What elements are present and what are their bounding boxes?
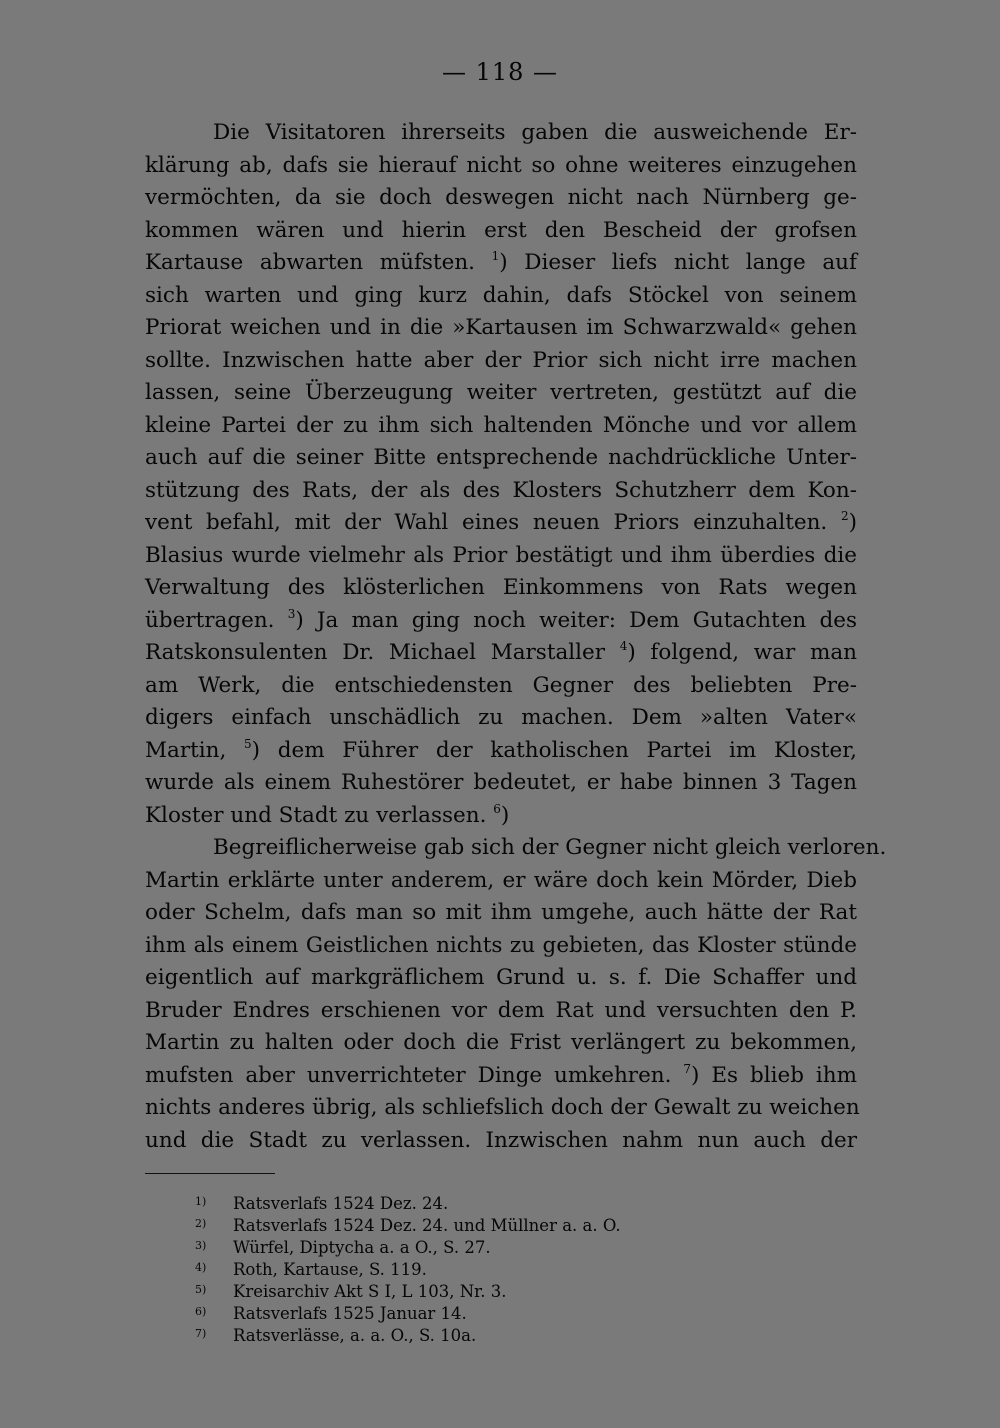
footnote bbox=[195, 1237, 805, 1259]
line-text: vermöchten, da sie doch deswegen nicht nach Nürnberg ge- bbox=[145, 185, 857, 210]
footnote-marker-paren: ) bbox=[499, 250, 508, 275]
line-text: übertragen. bbox=[145, 607, 275, 633]
footnote bbox=[195, 1259, 805, 1281]
footnote-text: Würfel, Diptycha a. a O., S. 27. bbox=[233, 1238, 491, 1257]
page-number: — 118 — bbox=[441, 58, 559, 86]
line-text: Ratskonsulenten Dr. Michael Marstaller bbox=[145, 640, 606, 665]
footnote-marker-paren: ) bbox=[691, 1062, 700, 1088]
footnote-number: 7) bbox=[195, 1327, 207, 1340]
text-line bbox=[145, 117, 857, 150]
footnote-number: 5) bbox=[195, 1283, 207, 1296]
line-text: digers einfach unschädlich zu machen. Dem »alten Vater« bbox=[145, 705, 857, 730]
footnote-number: 4) bbox=[195, 1261, 207, 1274]
footnote-number: 2) bbox=[195, 1217, 207, 1230]
text-line bbox=[145, 507, 857, 540]
line-text: ihm als einem Geistlichen nichts zu gebieten, das Kloster stünde bbox=[145, 932, 857, 958]
footnote bbox=[195, 1325, 805, 1347]
footnote-number: 3) bbox=[195, 1239, 207, 1252]
line-text: oder Schelm, dafs man so mit ihm umgehe, auch hätte der Rat bbox=[145, 900, 857, 925]
footnote bbox=[195, 1215, 805, 1237]
text-line bbox=[145, 1027, 857, 1060]
footnote-text: Ratsverlafs 1525 Januar 14. bbox=[233, 1304, 467, 1323]
line-text: sollte. Inzwischen hatte aber der Prior sich nicht irre machen bbox=[145, 347, 857, 373]
text-line bbox=[145, 345, 857, 378]
text-line bbox=[145, 312, 857, 345]
footnote-marker: 1 bbox=[491, 249, 500, 263]
text-line bbox=[145, 930, 857, 963]
text-line bbox=[145, 995, 857, 1028]
text-line bbox=[145, 605, 857, 638]
line-text: Martin, bbox=[145, 737, 227, 763]
text-line bbox=[145, 280, 857, 313]
text-line bbox=[145, 767, 857, 800]
line-text: Blasius wurde vielmehr als Prior bestätigt und ihm überdies die bbox=[145, 542, 857, 568]
text-line bbox=[145, 1092, 860, 1125]
text-line bbox=[145, 540, 857, 573]
line-text: am Werk, die entschiedensten Gegner des beliebten Pre- bbox=[145, 672, 857, 698]
footnote-marker: 4 bbox=[619, 639, 628, 653]
line-text: eigentlich auf markgräflichem Grund u. s. f. Die Schaffer und bbox=[145, 965, 857, 990]
line-text: kommen wären und hierin erst den Bescheid der grofsen bbox=[145, 217, 857, 243]
footnote-marker-paren: ) bbox=[251, 737, 261, 763]
text-line bbox=[145, 962, 857, 995]
line-text: stützung des Rats, der als des Klosters Schutzherr dem Kon- bbox=[145, 477, 857, 503]
text-line bbox=[145, 247, 857, 280]
line-text: Die Visitatoren ihrerseits gaben die ausweichende Er- bbox=[213, 120, 857, 145]
footnote-text: Roth, Kartause, S. 119. bbox=[233, 1260, 427, 1279]
line-text: Kartause abwarten müfsten. bbox=[145, 250, 476, 275]
footnote-text: Ratsverlafs 1524 Dez. 24. und Müllner a. a. O. bbox=[233, 1216, 621, 1235]
text-line bbox=[145, 442, 857, 475]
footnote-marker-paren: ) bbox=[848, 510, 857, 535]
text-line bbox=[145, 702, 857, 735]
text-line bbox=[145, 637, 857, 670]
line-text-continued: Dieser liefs nicht lange auf bbox=[507, 250, 857, 275]
text-line bbox=[145, 475, 857, 508]
line-text: sich warten und ging kurz dahin, dafs Stöckel von seinem bbox=[145, 282, 857, 308]
footnote-marker: 7 bbox=[683, 1061, 692, 1076]
line-text: und die Stadt zu verlassen. Inzwischen nahm nun auch der bbox=[145, 1127, 857, 1153]
footnote-text: Ratsverlässe, a. a. O., S. 10a. bbox=[233, 1326, 477, 1345]
line-text: Priorat weichen und in die »Kartausen im Schwarzwald« gehen bbox=[145, 315, 857, 340]
line-text-continued: Es blieb ihm bbox=[699, 1062, 857, 1088]
line-text: Verwaltung des klösterlichen Einkommens von Rats wegen bbox=[145, 575, 857, 600]
line-text: Begreiflicherweise gab sich der Gegner nicht gleich verloren. bbox=[213, 835, 887, 860]
body-text bbox=[145, 117, 887, 1157]
text-line bbox=[145, 1060, 857, 1093]
text-line bbox=[145, 670, 857, 703]
footnote bbox=[195, 1281, 805, 1303]
footnote-marker-paren: ) bbox=[295, 607, 304, 633]
footnote-marker-paren: ) bbox=[627, 640, 636, 665]
line-text-continued: dem Führer der katholischen Partei im Kloster, bbox=[260, 737, 857, 763]
footnote-marker: 6 bbox=[493, 801, 501, 816]
line-text: Martin erklärte unter anderem, er wäre doch kein Mörder, Dieb bbox=[145, 867, 857, 893]
text-line bbox=[145, 182, 857, 215]
footnote-text: Kreisarchiv Akt S I, L 103, Nr. 3. bbox=[233, 1282, 507, 1301]
footnote-marker: 3 bbox=[287, 606, 296, 621]
text-line bbox=[145, 572, 857, 605]
text-line bbox=[145, 800, 857, 833]
line-text: Bruder Endres erschienen vor dem Rat und versuchten den P. bbox=[145, 997, 857, 1023]
footnote-separator bbox=[145, 1173, 275, 1174]
line-text: auch auf die seiner Bitte entsprechende nachdrückliche Unter- bbox=[145, 445, 857, 470]
line-text: wurde als einem Ruhestörer bedeutet, er habe binnen 3 Tagen bbox=[145, 770, 857, 795]
line-text-continued: Ja man ging noch weiter: Dem Gutachten des bbox=[303, 607, 857, 633]
footnote-text: Ratsverlafs 1524 Dez. 24. bbox=[233, 1194, 449, 1213]
footnote bbox=[195, 1193, 805, 1215]
line-text: lassen, seine Überzeugung weiter vertreten, gestützt auf die bbox=[145, 380, 857, 405]
text-line bbox=[145, 832, 887, 865]
text-line bbox=[145, 215, 857, 248]
text-line bbox=[145, 897, 857, 930]
footnotes bbox=[195, 1193, 805, 1347]
text-line bbox=[145, 377, 857, 410]
line-text: Martin zu halten oder doch die Frist verlängert zu bekommen, bbox=[145, 1030, 857, 1055]
text-line bbox=[145, 1125, 857, 1158]
footnote-marker: 2 bbox=[840, 509, 849, 523]
footnote-marker: 5 bbox=[244, 736, 252, 751]
footnote-number: 6) bbox=[195, 1305, 207, 1318]
text-line bbox=[145, 410, 857, 443]
footnote-marker-paren: ) bbox=[500, 802, 510, 828]
text-line bbox=[145, 865, 857, 898]
text-line bbox=[145, 150, 857, 183]
line-text: vent befahl, mit der Wahl eines neuen Priors einzuhalten. bbox=[145, 510, 828, 535]
line-text: kleine Partei der zu ihm sich haltenden Mönche und vor allem bbox=[145, 412, 857, 438]
footnote bbox=[195, 1303, 805, 1325]
line-text: Kloster und Stadt zu verlassen. bbox=[145, 802, 487, 828]
line-text: mufsten aber unverrichteter Dinge umkehren. bbox=[145, 1062, 672, 1088]
footnote-number: 1) bbox=[195, 1195, 207, 1208]
text-line bbox=[145, 735, 857, 768]
line-text: nichts anderes übrig, als schliefslich doch der Gewalt zu weichen bbox=[145, 1095, 860, 1120]
line-text-continued: folgend, war man bbox=[635, 640, 858, 665]
line-text: klärung ab, dafs sie hierauf nicht so ohne weiteres einzugehen bbox=[145, 152, 857, 178]
